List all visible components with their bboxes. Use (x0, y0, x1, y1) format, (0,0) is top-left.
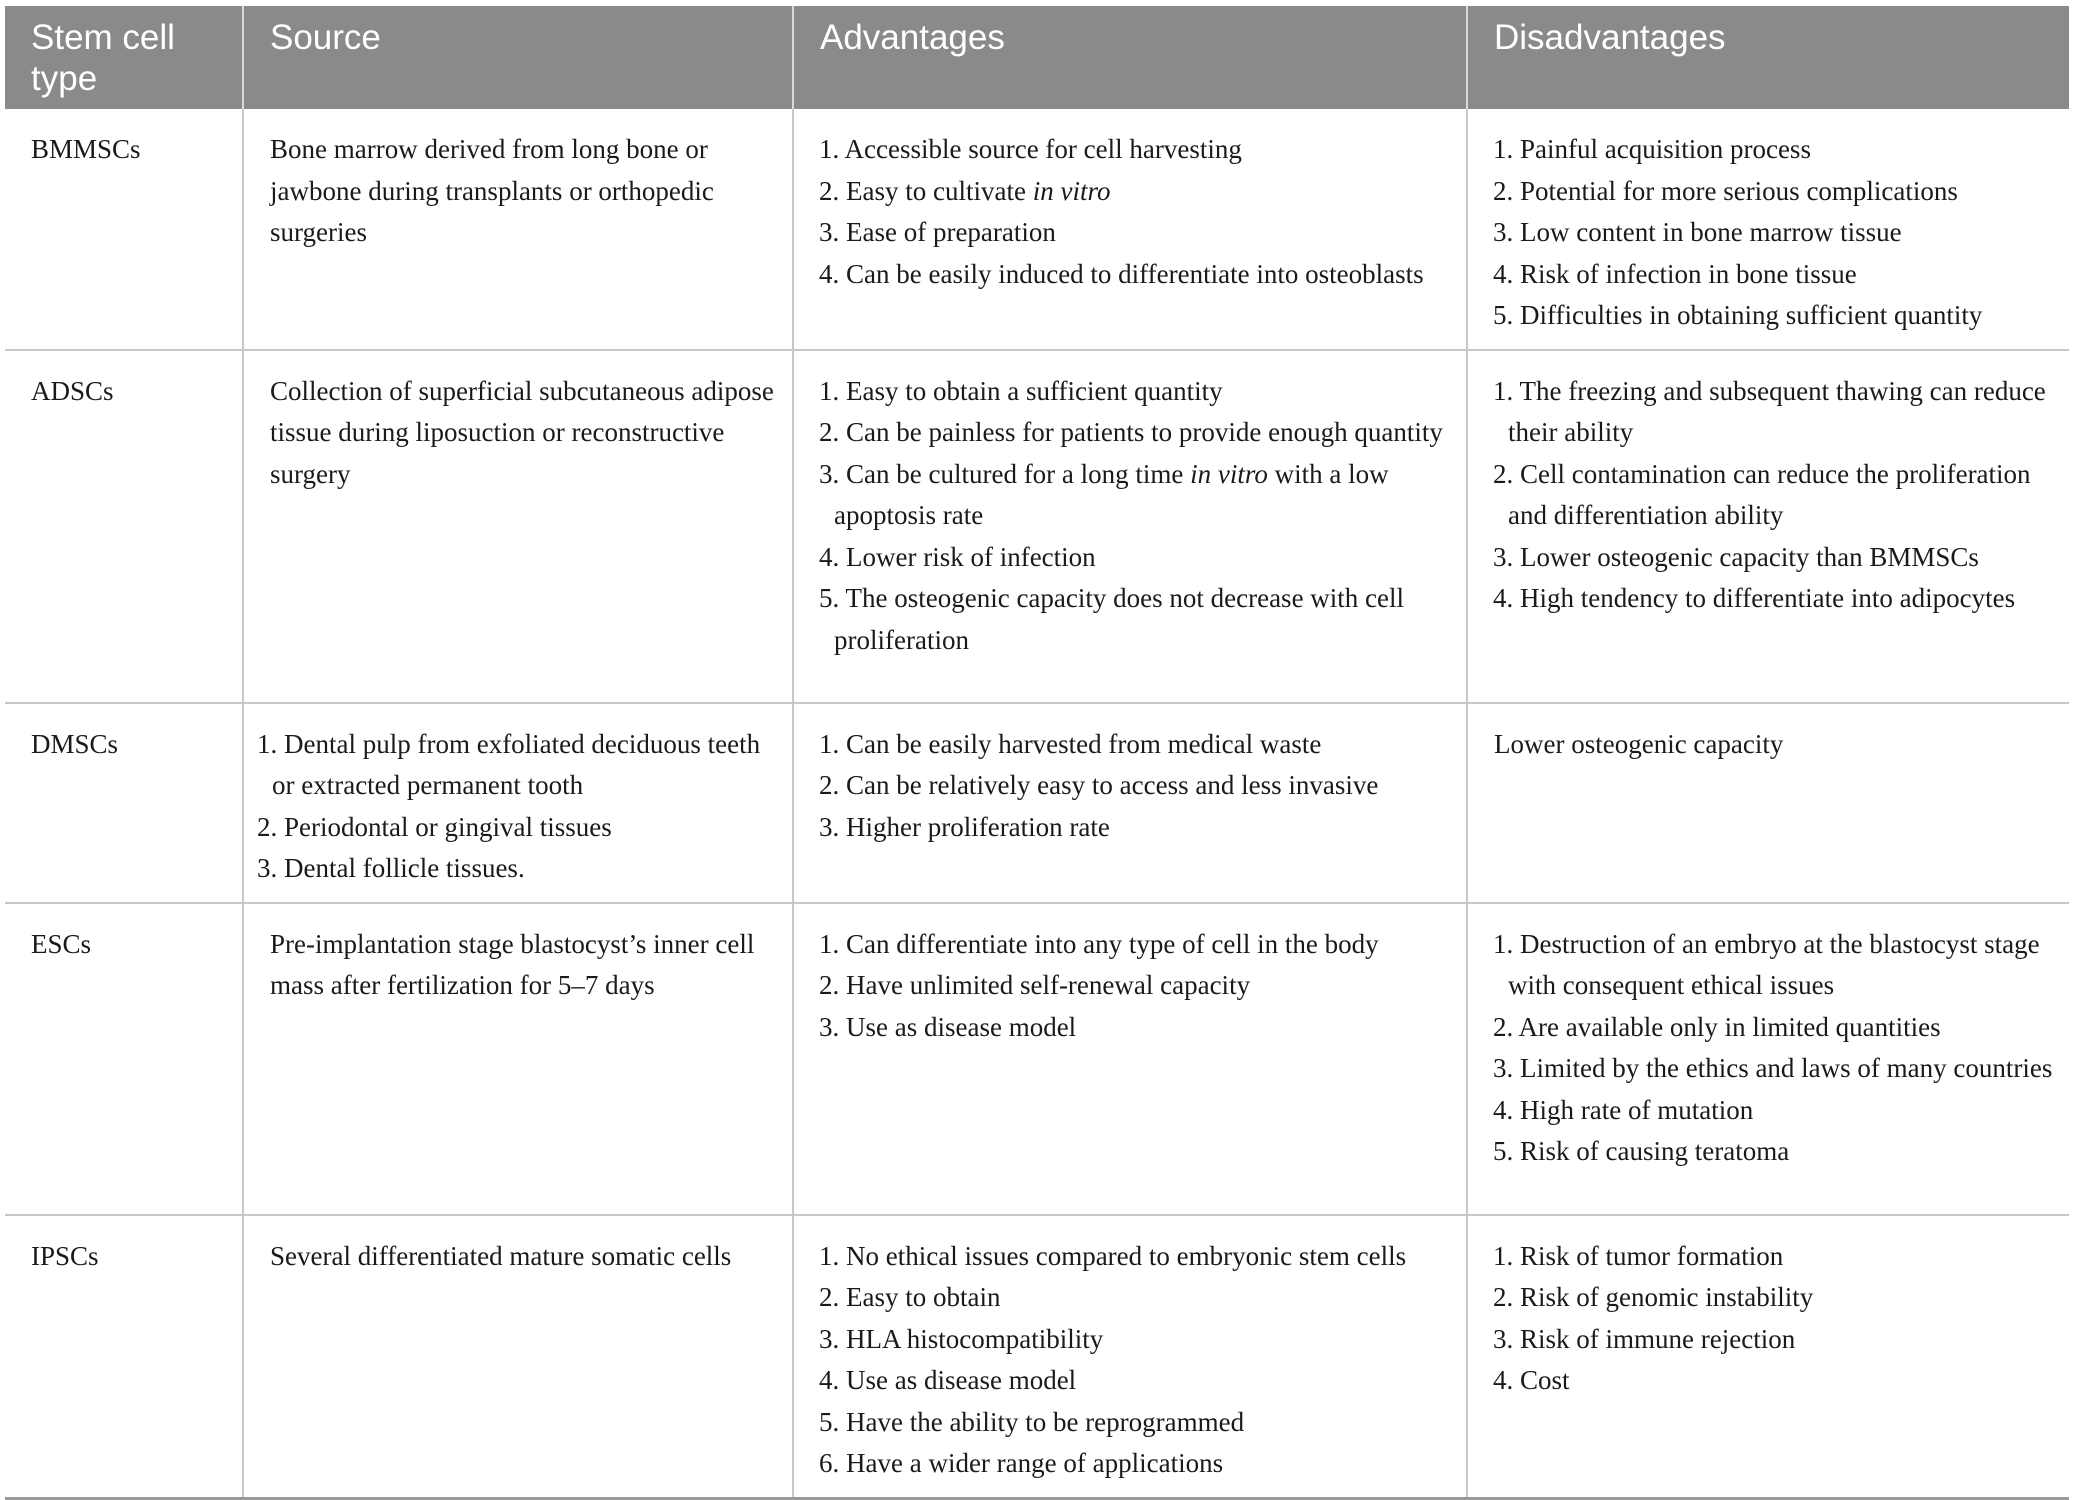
cell-advantages (793, 350, 1467, 703)
cell-disadvantages (1467, 109, 2069, 350)
list-item: 1. Can differentiate into any type of cell in the body (819, 928, 1379, 959)
cell-type: BMMSCs (5, 109, 243, 350)
list-item: 1. No ethical issues compared to embryonic stem cells (819, 1240, 1407, 1271)
table-row (5, 350, 2069, 703)
list-item: 4. Use as disease model (819, 1365, 1077, 1395)
list-item: 3. Risk of immune rejection (1493, 1323, 1796, 1354)
list-item: 2. Easy to obtain (819, 1282, 1001, 1312)
header-stem-cell-type: Stem cell type (5, 6, 243, 109)
table-row (5, 109, 2069, 350)
cell-type: DMSCs (5, 703, 243, 903)
list-item: 5. Have the ability to be reprogrammed (819, 1406, 1245, 1437)
cell-source (243, 703, 793, 903)
list-item: 1. Can be easily harvested from medical waste (819, 728, 1322, 759)
list-item: 5. Risk of causing teratoma (1493, 1136, 1790, 1166)
list-item: 4. High rate of mutation (1493, 1094, 1754, 1125)
list-item: 2. Cell contamination can reduce the proliferation and differentiation ability (1493, 458, 2031, 530)
cell-advantages (793, 903, 1467, 1215)
list-item: 4. Risk of infection in bone tissue (1493, 258, 1857, 289)
list-item: 2. Potential for more serious complications (1493, 175, 1958, 206)
table-row (5, 903, 2069, 1215)
cell-disadvantages: Lower osteogenic capacity (1467, 703, 2069, 903)
list-item: 2. Can be painless for patients to provide enough quantity (819, 417, 1443, 447)
cell-disadvantages (1467, 350, 2069, 703)
list-item: 2. Can be relatively easy to access and less invasive (819, 770, 1379, 800)
list-item: 1. Risk of tumor formation (1493, 1240, 1784, 1271)
list-item: 2. Have unlimited self-renewal capacity (819, 970, 1251, 1000)
cell-source: Bone marrow derived from long bone or jawbone during transplants or orthopedic surgeries (243, 109, 793, 350)
table-row (5, 1215, 2069, 1499)
list-item: 3. Ease of preparation (819, 217, 1056, 247)
list-item: 5. The osteogenic capacity does not decrease with cell proliferation (819, 583, 1405, 655)
header-advantages: Advantages (793, 6, 1467, 109)
list-item: 3. Can be cultured for a long time in vitro with a low apoptosis rate (819, 458, 1389, 530)
cell-disadvantages (1467, 1215, 2069, 1499)
list-item: 2. Are available only in limited quantities (1493, 1011, 1941, 1042)
cell-advantages (793, 1215, 1467, 1499)
cell-disadvantages (1467, 903, 2069, 1215)
list-item: 1. The freezing and subsequent thawing can reduce their ability (1493, 375, 2046, 447)
list-item: 4. Lower risk of infection (819, 541, 1096, 572)
cell-source: Several differentiated mature somatic cells (243, 1215, 793, 1499)
list-item: 2. Periodontal or gingival tissues (257, 811, 612, 842)
header-source: Source (243, 6, 793, 109)
stem-cell-comparison-table-wrapper (5, 6, 2069, 1500)
list-item: 4. Can be easily induced to differentiate into osteoblasts (819, 258, 1424, 289)
list-item: 3. Limited by the ethics and laws of many countries (1493, 1053, 2053, 1083)
list-item: 5. Difficulties in obtaining sufficient quantity (1493, 300, 1983, 330)
list-item: 3. Low content in bone marrow tissue (1493, 217, 1902, 247)
cell-advantages (793, 703, 1467, 903)
cell-type: ADSCs (5, 350, 243, 703)
list-item: 1. Destruction of an embryo at the blastocyst stage with consequent ethical issues (1493, 928, 2040, 1000)
header-row (5, 6, 2069, 109)
table-row (5, 703, 2069, 903)
cell-type: ESCs (5, 903, 243, 1215)
list-item: 3. HLA histocompatibility (819, 1323, 1104, 1354)
cell-advantages (793, 109, 1467, 350)
list-item: 1. Dental pulp from exfoliated deciduous teeth or extracted permanent tooth (257, 728, 761, 800)
stem-cell-comparison-table (5, 6, 2069, 1500)
cell-type: IPSCs (5, 1215, 243, 1499)
cell-source: Pre-implantation stage blastocyst’s inner cell mass after fertilization for 5–7 days (243, 903, 793, 1215)
list-item: 6. Have a wider range of applications (819, 1448, 1224, 1478)
list-item: 3. Use as disease model (819, 1011, 1077, 1042)
list-item: 4. High tendency to differentiate into adipocytes (1493, 583, 2016, 613)
list-item: 3. Dental follicle tissues. (257, 853, 525, 883)
list-item: 1. Accessible source for cell harvesting (819, 134, 1242, 164)
list-item: 3. Higher proliferation rate (819, 811, 1110, 842)
cell-source: Collection of superficial subcutaneous adipose tissue during liposuction or reconstructive surgery (243, 350, 793, 703)
list-item: 1. Easy to obtain a sufficient quantity (819, 375, 1223, 406)
list-item: 3. Lower osteogenic capacity than BMMSCs (1493, 541, 1979, 572)
list-item: 4. Cost (1493, 1365, 1570, 1395)
list-item: 2. Easy to cultivate in vitro (819, 175, 1111, 206)
list-item: 1. Painful acquisition process (1493, 134, 1811, 164)
header-disadvantages: Disadvantages (1467, 6, 2069, 109)
list-item: 2. Risk of genomic instability (1493, 1282, 1814, 1312)
